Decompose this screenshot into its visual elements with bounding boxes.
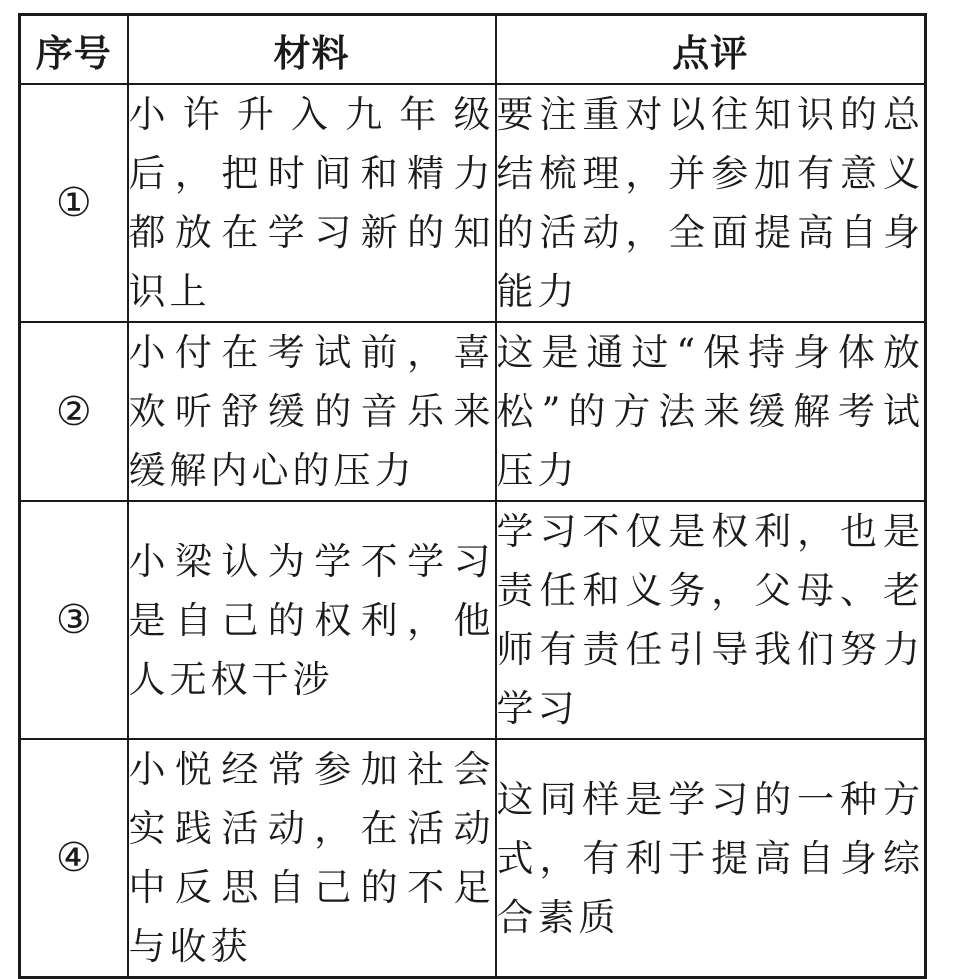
row-number: ①: [20, 84, 128, 322]
document-page: [18, 13, 924, 968]
header-number: 序号: [20, 15, 128, 85]
material-cell: 小许升入九年级后，把时间和精力都放在学习新的知识上: [128, 84, 496, 322]
comment-cell: 要注重对以往知识的总结梳理，并参加有意义的活动，全面提高自身能力: [496, 84, 926, 322]
header-row: [20, 15, 926, 85]
evaluation-table: [18, 13, 927, 979]
row-number: ③: [20, 501, 128, 739]
table-row: [20, 739, 926, 978]
table-row: [20, 322, 926, 501]
comment-cell: 这同样是学习的一种方式，有利于提高自身综合素质: [496, 739, 926, 978]
header-material: 材料: [128, 15, 496, 85]
row-number: ②: [20, 322, 128, 501]
header-comment: 点评: [496, 15, 926, 85]
row-number: ④: [20, 739, 128, 978]
comment-cell: 这是通过“保持身体放松”的方法来缓解考试压力: [496, 322, 926, 501]
comment-cell: 学习不仅是权利，也是责任和义务，父母、老师有责任引导我们努力学习: [496, 501, 926, 739]
table-row: [20, 84, 926, 322]
material-cell: 小悦经常参加社会实践活动，在活动中反思自己的不足与收获: [128, 739, 496, 978]
table-row: [20, 501, 926, 739]
material-cell: 小付在考试前，喜欢听舒缓的音乐来缓解内心的压力: [128, 322, 496, 501]
material-cell: 小梁认为学不学习是自己的权利，他人无权干涉: [128, 501, 496, 739]
